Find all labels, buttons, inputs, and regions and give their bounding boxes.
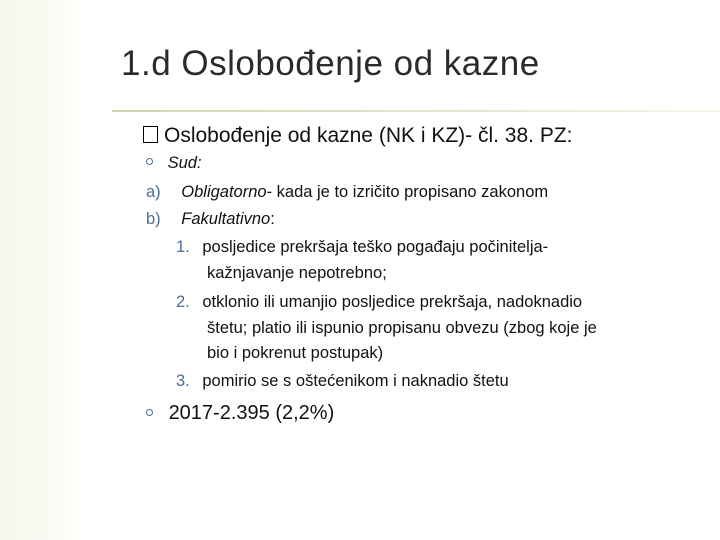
- num-item-2-line3: bio i pokrenut postupak): [207, 344, 384, 362]
- num-item-1-marker: 1.: [176, 238, 190, 256]
- num-item-2: [176, 293, 582, 312]
- num-item-2-line1: otklonio ili umanjio posljedice prekršaja, nadoknadio: [202, 293, 583, 311]
- num-item-1-cont: [207, 264, 387, 283]
- num-item-2-marker: 2.: [176, 293, 190, 311]
- stat-text: 2017-2.395 (2,2%): [168, 402, 335, 424]
- num-item-2-line2: štetu; platio ili ispunio propisanu obvezu (zbog koje je: [207, 319, 597, 337]
- sub-bullet-sud-text: Sud:: [167, 154, 202, 172]
- item-a-text: - kada je to izričito propisano zakonom: [266, 183, 549, 201]
- num-item-1-line2: kažnjavanje nepotrebno;: [207, 264, 387, 282]
- main-bullet: [143, 124, 573, 148]
- sub-bullet-stat: [146, 402, 334, 425]
- left-decorative-band: [0, 0, 80, 540]
- num-item-1-line1: posljedice prekršaja teško pogađaju počinitelja-: [202, 238, 549, 256]
- circle-bullet-icon: [146, 158, 153, 165]
- num-item-1: [176, 238, 548, 257]
- main-bullet-text: Oslobođenje od kazne (NK i KZ)- čl. 38. PZ:: [164, 124, 573, 147]
- item-b-text: :: [270, 210, 275, 228]
- sub-bullet-sud: [146, 154, 202, 173]
- item-a: [146, 183, 548, 202]
- item-b: [146, 210, 275, 229]
- item-a-marker: a): [146, 183, 161, 201]
- square-bullet-icon: [143, 126, 158, 143]
- title-divider: [112, 110, 720, 112]
- num-item-2-cont2: [207, 344, 383, 363]
- slide-title: 1.d Oslobođenje od kazne: [121, 44, 540, 83]
- item-a-italic: Obligatorno: [181, 183, 267, 201]
- num-item-3-marker: 3.: [176, 372, 190, 390]
- item-b-italic: Fakultativno: [181, 210, 271, 228]
- num-item-3: [176, 372, 509, 391]
- circle-bullet-icon: [146, 409, 153, 416]
- num-item-3-line1: pomirio se s oštećenikom i naknadio štetu: [202, 372, 509, 390]
- num-item-2-cont1: [207, 319, 597, 338]
- item-b-marker: b): [146, 210, 161, 228]
